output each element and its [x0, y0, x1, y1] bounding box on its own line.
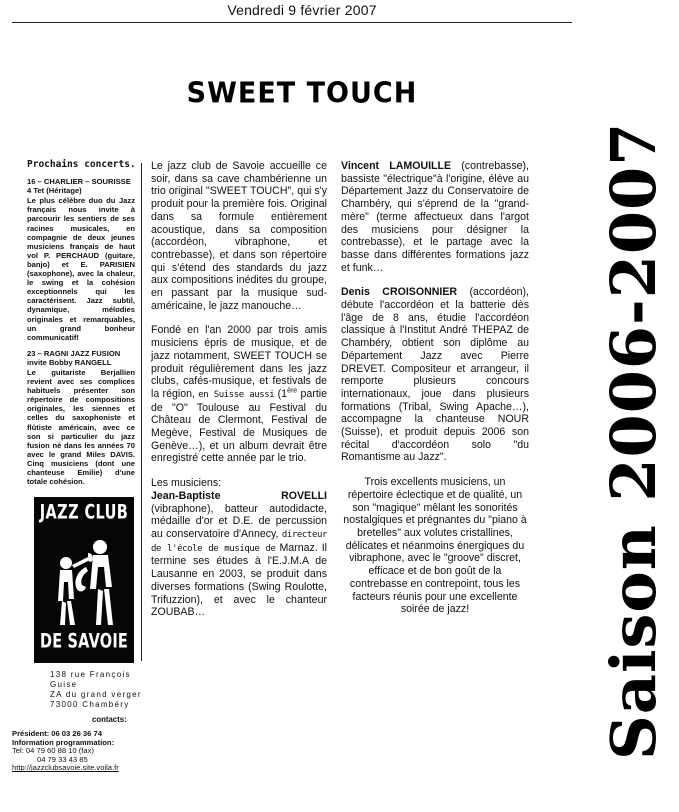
concert-event-description: Le plus célèbre duo du Jazz français nous invite à parcourir les sentiers de ses racines musicales, en compagnie de deux jeunes musiciens français de haut vol P. PERCHAUD (guitare, banjo) et E. PARISIEN (saxophone), avec la chaleur, le swing et la cohésion exceptionnels qui les caractérisent. Jazz subtil, dynamique, mélodies originales et remarquables, un grand bonheur communicatif!	[27, 196, 135, 342]
typed-insert: directeur de l'école de musique de	[151, 529, 328, 554]
typed-insert: en Suisse aussi	[198, 389, 275, 400]
season-banner: Saison 2006-2007	[597, 121, 670, 760]
history-text: partie de "O" Toulouse au Festival du Château de Clermont, Festival de Megève, Festival de Musiques de Genève…), et un album devrait être enregistré cette année par le trio.	[151, 387, 328, 465]
main-title: SWEET TOUCH	[186, 77, 418, 110]
address-line: ZA du grand verger	[50, 690, 142, 699]
article-column-right	[341, 160, 529, 628]
address-line: 73000 Chambéry	[50, 700, 130, 709]
musician-bio: (vibraphone), batteur autodidacte, médaille d'or et D.E. de percussion au conservatoire d'Annecy,	[151, 502, 327, 540]
concert-event	[27, 349, 135, 486]
contacts-label: contacts:	[92, 715, 127, 724]
history-text: (1	[277, 387, 288, 400]
musicians-intro: Les musiciens:	[151, 477, 222, 490]
phone-fax: Tel: 04 79 60 88 10 (fax)	[12, 746, 94, 756]
concert-event	[27, 177, 135, 342]
upcoming-concerts-heading: Prochains concerts.	[27, 159, 136, 170]
musician-name: Denis CROISONNIER	[341, 286, 458, 299]
concert-event-description: Le guitariste Berjallien revient avec ses complices habituels présenter son répertoire de compositions originales, les siennes et celles du saxophoniste et flûtiste américain, avec ce son si particulier du jazz fusion né dans les années 70 avec le grand Miles DAVIS. Cinq musiciens (dont une chanteuse Emilie) d'une totale cohésion.	[27, 367, 135, 487]
logo-bottom-text: DE SAVOIE	[39, 631, 129, 653]
conclusion-paragraph: Trois excellents musiciens, un répertoire éclectique et de qualité, un son "magique" mêlant les sonorités nostalgiques et prégnantes du "piano à bretelles" aux volutes cristallines, délicates et néanmoins énergiques du vibraphone, avec le "groove" discret, efficace et de bon goût de la contrebasse en contrepoint, tous les facteurs réunis pour une excellente soirée de jazz!	[343, 476, 527, 616]
header-rule	[12, 22, 572, 23]
header-date: Vendredi 9 février 2007	[227, 2, 377, 18]
concert-event-title: 16 – CHARLIER – SOURISSE 4 Tet (Héritage)	[27, 177, 131, 196]
musician-paragraph	[341, 160, 529, 274]
musician-paragraph	[341, 286, 529, 464]
musicians-paragraph	[151, 477, 327, 619]
club-address	[50, 670, 160, 710]
superscript: ère	[287, 387, 298, 395]
logo-top-text: JAZZ CLUB	[39, 502, 129, 524]
article-column-middle	[151, 160, 327, 631]
website-line	[12, 764, 162, 773]
jazz-club-logo	[34, 497, 134, 663]
history-paragraph	[151, 324, 327, 465]
musician-bio: (accordéon), débute l'accordéon et la batterie dès l'âge de 8 ans, étudie l'accordéon classique à l'Institut André THEPAZ de Chambéry, obtient son diplôme au Département Jazz avec Pierre DREVET. Compositeur et arrangeur, il remporte plusieurs concours internationaux, joue dans plusieurs formations (Tribal, Swing Apache…), accompagne la chanteuse NOUR (Suisse), et produit depuis 2006 son récital d'accordéon solo "du Romantisme au Jazz".	[341, 286, 529, 464]
website-link[interactable]: http://jazzclubsavoie.site.voila.fr	[12, 763, 119, 773]
musicians-illustration	[38, 527, 130, 631]
musician-name: Vincent LAMOUILLE	[341, 160, 452, 172]
upcoming-concerts-sidebar	[27, 160, 135, 493]
phone-secondary: 04 79 33 43 85	[37, 754, 88, 764]
intro-paragraph: Le jazz club de Savoie accueille ce soir, dans sa cave chambérienne un trio original "SWEET TOUCH", qui s'y produit pour la première fois. Original dans sa formule entièrement acoustique, dans sa composition (accordéon, vibraphone, et contrebasse), et dans son répertoire qui s'étend des standards du jazz aux compositions inédites du groupe, en passant par la musique sud-américaine, le jazz manouche…	[151, 160, 327, 312]
info-label: Information programmation:	[12, 737, 115, 747]
address-line: 138 rue François Guise	[50, 670, 131, 689]
president-phone: Président: 06 03 26 36 74	[12, 729, 102, 738]
musician-name: Jean-Baptiste ROVELLI	[151, 489, 327, 502]
concert-event-title: 23 – RAGNI JAZZ FUSION invite Bobby RANGELL	[27, 348, 121, 367]
history-text: Fondé en l'an 2000 par trois amis musiciens épris de musique, et de jazz notamment, SWEET TOUCH se produit régulièrement dans les jazz clubs, cafés-musique, et festivals de la région,	[151, 324, 327, 400]
musician-bio: (contrebasse), bassiste "électrique"à l'origine, élève au Département Jazz du Conservatoire de Chambéry, qui s'éprend de la "grand-mère" (terme affectueux dans l'argot des musiciens pour désigner la contrebasse), et le partage avec la basse dans différentes formations jazz et funk…	[341, 160, 529, 274]
contacts-block	[12, 730, 162, 773]
column-divider	[141, 163, 142, 661]
musician-bio: Marnaz. Il termine ses études à l'E.J.M.A de Lausanne en 2003, se produit dans diverses formations (Swing Roulotte, Trifuzzion), et avec le chanteur ZOUBAB…	[151, 541, 327, 619]
